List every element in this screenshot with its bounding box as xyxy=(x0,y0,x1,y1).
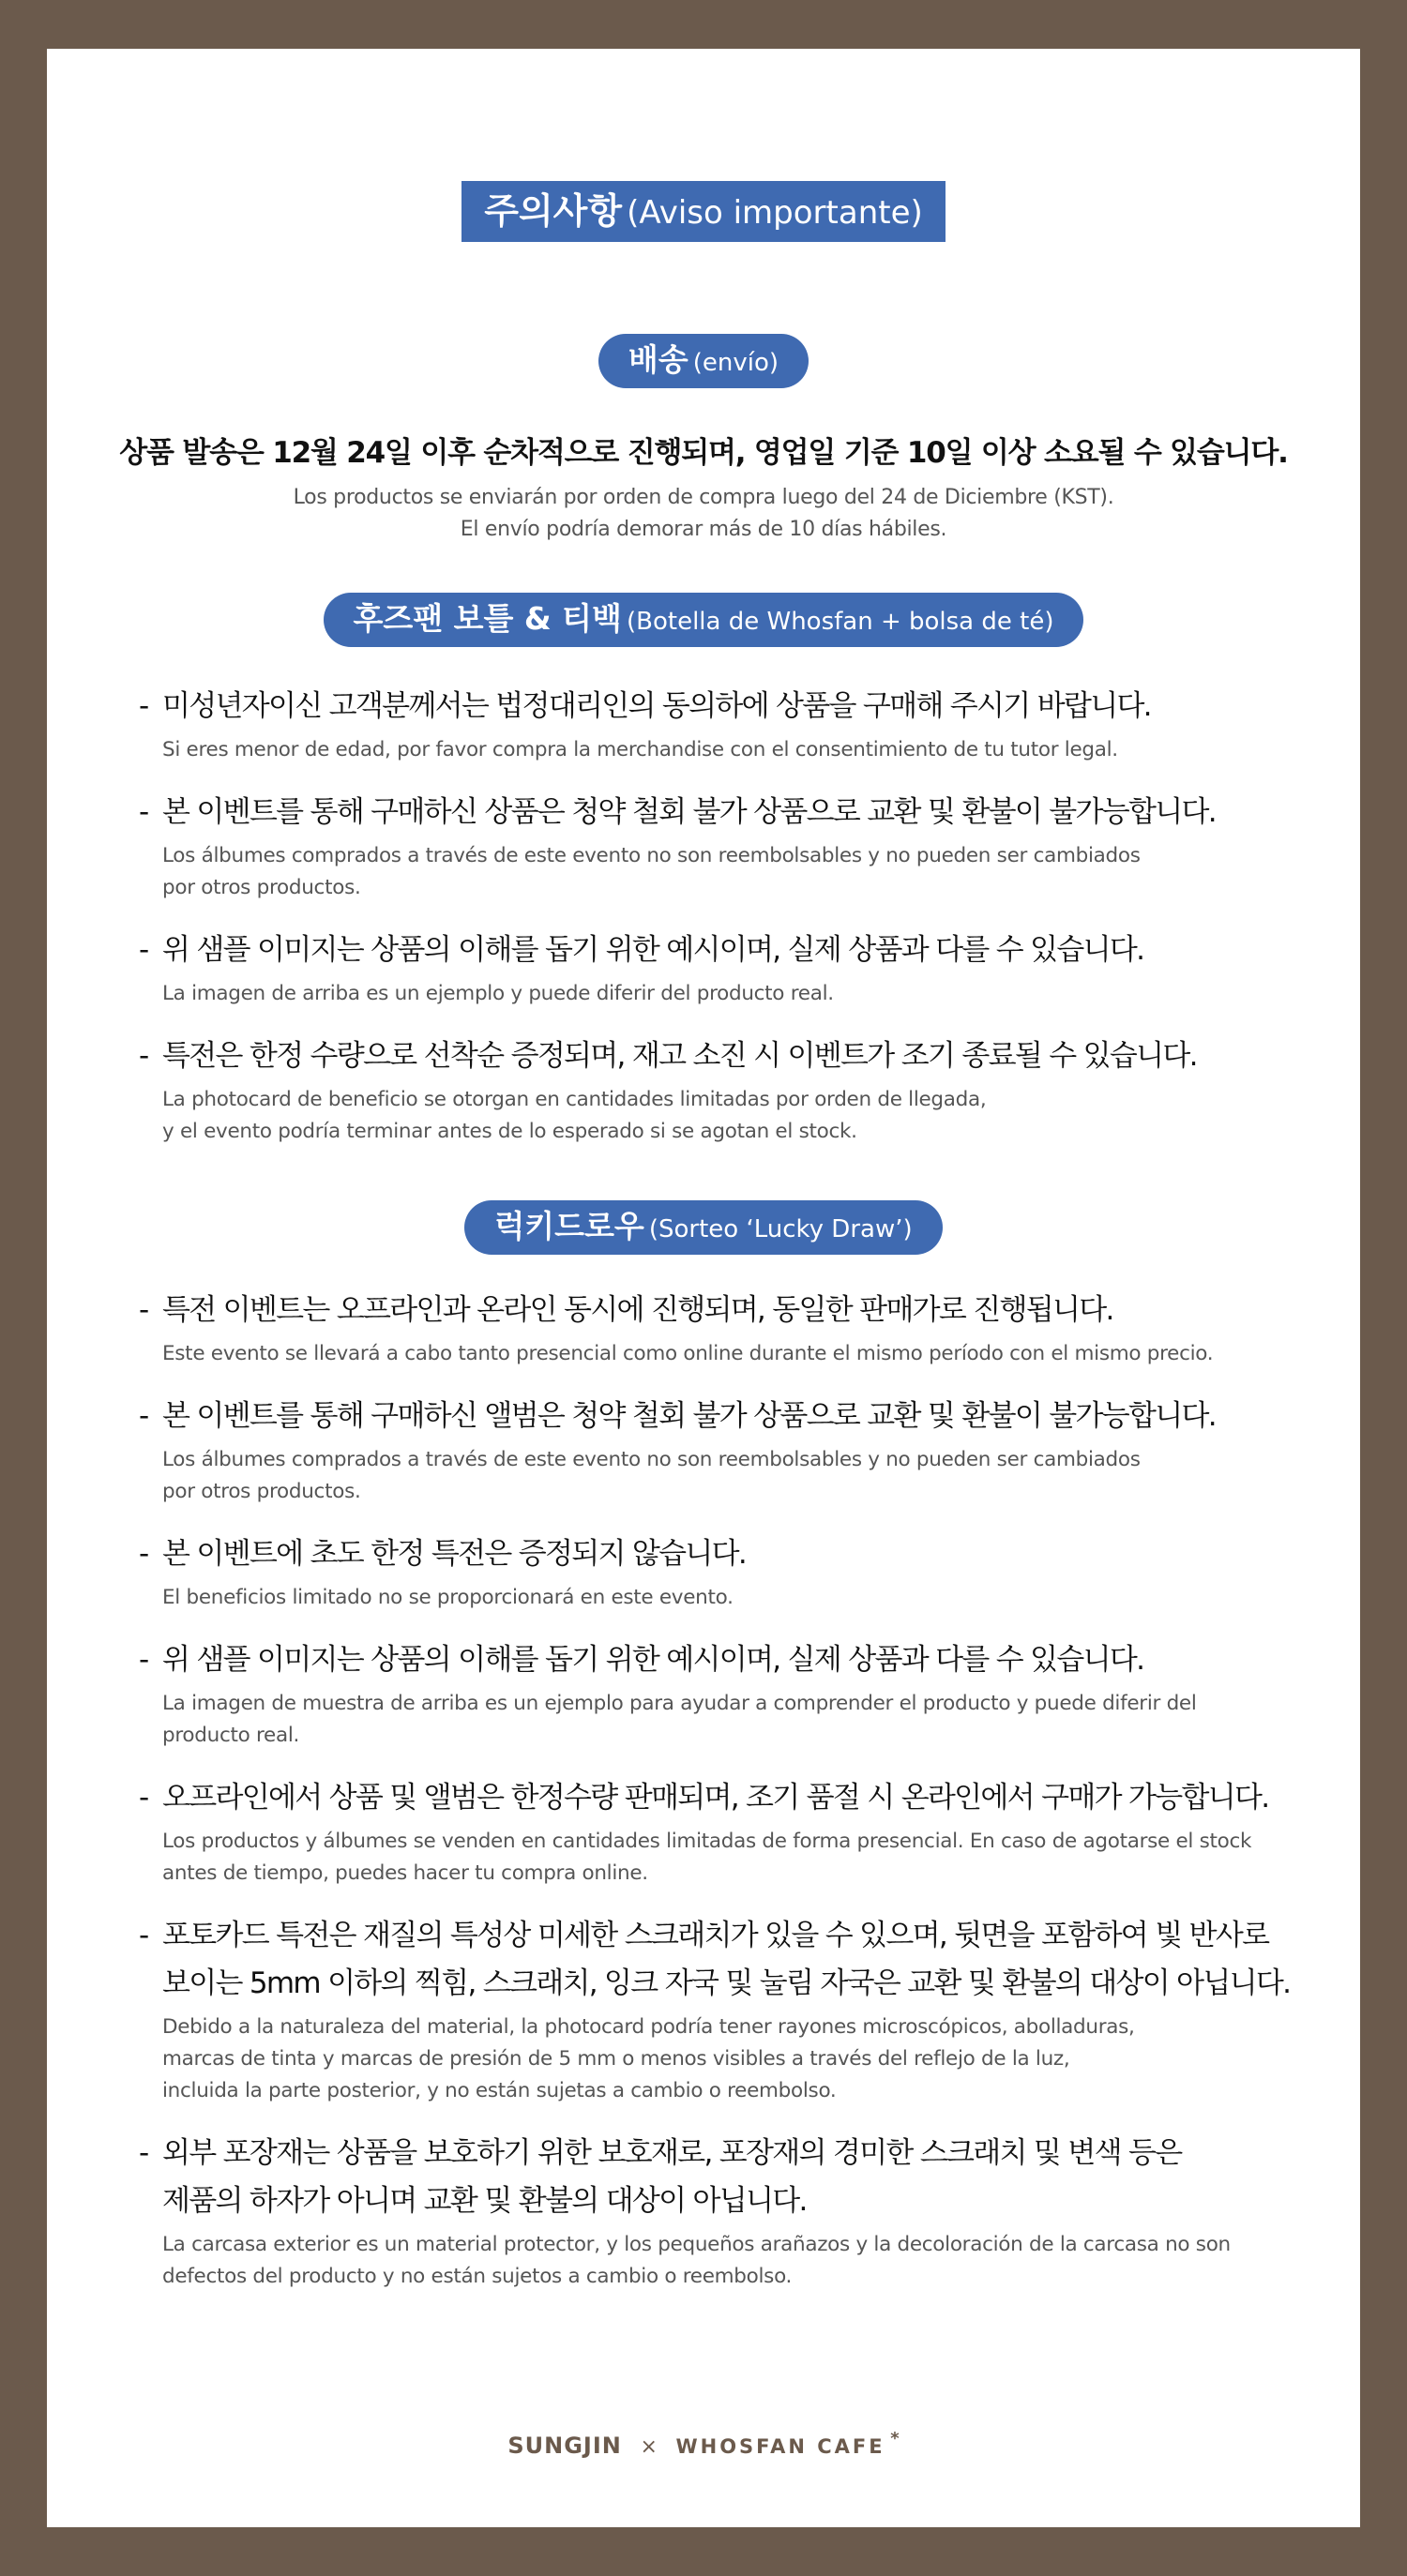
list-item xyxy=(139,1287,1311,1370)
bottle-pill xyxy=(324,593,1084,647)
title-spanish: (Aviso importante) xyxy=(627,194,923,232)
brand-whosfan-cafe: WHOSFAN CAFE xyxy=(675,2435,885,2458)
shipping-notice-spanish xyxy=(47,482,1360,546)
brand-sungjin: SUNGJIN xyxy=(507,2433,622,2459)
list-item xyxy=(139,1774,1311,1890)
title-korean: 주의사항 xyxy=(484,190,623,232)
notice-spanish: El beneficios limitado no se proporcionará en este evento. xyxy=(162,1586,734,1609)
page-title xyxy=(461,181,946,242)
notice-spanish: La carcasa exterior es un material protector, y los pequeños arañazos y la decoloración de la carcasa no son defectos del producto y no están sujetos a cambio o reembolso. xyxy=(162,2233,1231,2288)
lucky-draw-notice-list xyxy=(139,1287,1311,2315)
title-wrap xyxy=(47,181,1360,242)
notice-korean: - 오프라인에서 상품 및 앨범은 한정수량 판매되며, 조기 품절 시 온라인에서 구매가 가능합니다. xyxy=(139,1774,1311,1822)
collab-separator: × xyxy=(640,2435,658,2459)
notice-korean: - 본 이벤트를 통해 구매하신 앨범은 청약 철회 불가 상품으로 교환 및 환불이 불가능합니다. xyxy=(139,1393,1311,1440)
list-item xyxy=(139,926,1311,1010)
notice-spanish: Los álbumes comprados a través de este evento no son reembolsables y no pueden ser cambiados por otros productos. xyxy=(162,844,1141,899)
bottle-pill-spanish: (Botella de Whosfan + bolsa de té) xyxy=(627,608,1054,636)
notice-spanish: Si eres menor de edad, por favor compra la merchandise con el consentimiento de tu tutor legal. xyxy=(162,738,1118,761)
list-item xyxy=(139,1032,1311,1148)
shipping-notice-spanish-line2: El envío podría demorar más de 10 días hábiles. xyxy=(460,518,947,541)
lucky-draw-pill-spanish: (Sorteo ‘Lucky Draw’) xyxy=(648,1215,913,1243)
list-item xyxy=(139,1530,1311,1614)
shipping-pill xyxy=(598,334,809,388)
list-item xyxy=(139,789,1311,904)
shipping-pill-korean: 배송 xyxy=(628,341,688,378)
notice-korean: - 포토카드 특전은 재질의 특성상 미세한 스크래치가 있을 수 있으며, 뒷면을 포함하여 빛 반사로 보이는 5mm 이하의 찍힘, 스크래치, 잉크 자국 및 눌림 자국은 교환 및 환불의 대상이 아닙니다. xyxy=(139,1912,1311,2008)
bottle-notice-list xyxy=(139,683,1311,1170)
notice-spanish: Los productos y álbumes se venden en cantidades limitadas de forma presencial. En caso de agotarse el stock antes de tiempo, puedes hacer tu compra online. xyxy=(162,1830,1252,1885)
notice-korean: - 미성년자이신 고객분께서는 법정대리인의 동의하에 상품을 구매해 주시기 바랍니다. xyxy=(139,683,1311,731)
notice-korean: - 본 이벤트를 통해 구매하신 상품은 청약 철회 불가 상품으로 교환 및 환불이 불가능합니다. xyxy=(139,789,1311,836)
notice-korean: - 외부 포장재는 상품을 보호하기 위한 보호재로, 포장재의 경미한 스크래치 및 변색 등은 제품의 하자가 아니며 교환 및 환불의 대상이 아닙니다. xyxy=(139,2130,1311,2225)
notice-card xyxy=(47,49,1360,2527)
notice-korean: - 특전은 한정 수량으로 선착순 증정되며, 재고 소진 시 이벤트가 조기 종료될 수 있습니다. xyxy=(139,1032,1311,1080)
list-item xyxy=(139,1393,1311,1508)
notice-spanish: Este evento se llevará a cabo tanto presencial como online durante el mismo período con el mismo precio. xyxy=(162,1342,1214,1365)
lucky-draw-heading xyxy=(47,1200,1360,1255)
notice-spanish: La photocard de beneficio se otorgan en cantidades limitadas por orden de llegada, y el evento podría terminar antes de lo esperado si se agotan el stock. xyxy=(162,1088,987,1143)
shipping-notice-korean: 상품 발송은 12월 24일 이후 순차적으로 진행되며, 영업일 기준 10일 이상 소요될 수 있습니다. xyxy=(119,436,1288,470)
notice-korean: - 위 샘플 이미지는 상품의 이해를 돕기 위한 예시이며, 실제 상품과 다를 수 있습니다. xyxy=(139,1636,1311,1684)
list-item xyxy=(139,1636,1311,1752)
notice-spanish: La imagen de muestra de arriba es un ejemplo para ayudar a comprender el producto y puede diferir del producto real. xyxy=(162,1692,1197,1747)
lucky-draw-pill xyxy=(464,1200,942,1255)
brand-mark: * xyxy=(890,2429,900,2448)
notice-spanish: La imagen de arriba es un ejemplo y puede diferir del producto real. xyxy=(162,982,834,1005)
list-item xyxy=(139,683,1311,766)
notice-spanish: Debido a la naturaleza del material, la photocard podría tener rayones microscópicos, abolladuras, marcas de tinta y marcas de presión de 5 mm o menos visibles a través del reflejo de la luz, incluida la parte posterior, y no están sujetas a cambio o reembolso. xyxy=(162,2015,1135,2102)
shipping-heading xyxy=(47,334,1360,388)
bottle-heading xyxy=(47,593,1360,647)
list-item xyxy=(139,1912,1311,2107)
notice-korean: - 본 이벤트에 초도 한정 특전은 증정되지 않습니다. xyxy=(139,1530,1311,1578)
lucky-draw-pill-korean: 럭키드로우 xyxy=(494,1208,644,1244)
shipping-notice-spanish-line1: Los productos se enviarán por orden de compra luego del 24 de Diciembre (KST). xyxy=(293,486,1114,509)
footer-logo xyxy=(47,2429,1360,2459)
bottle-pill-korean: 후즈팬 보틀 & 티백 xyxy=(353,600,622,637)
notice-spanish: Los álbumes comprados a través de este evento no son reembolsables y no pueden ser cambiados por otros productos. xyxy=(162,1448,1141,1503)
notice-korean: - 특전 이벤트는 오프라인과 온라인 동시에 진행되며, 동일한 판매가로 진행됩니다. xyxy=(139,1287,1311,1334)
notice-korean: - 위 샘플 이미지는 상품의 이해를 돕기 위한 예시이며, 실제 상품과 다를 수 있습니다. xyxy=(139,926,1311,974)
list-item xyxy=(139,2130,1311,2293)
shipping-pill-spanish: (envío) xyxy=(692,349,779,377)
